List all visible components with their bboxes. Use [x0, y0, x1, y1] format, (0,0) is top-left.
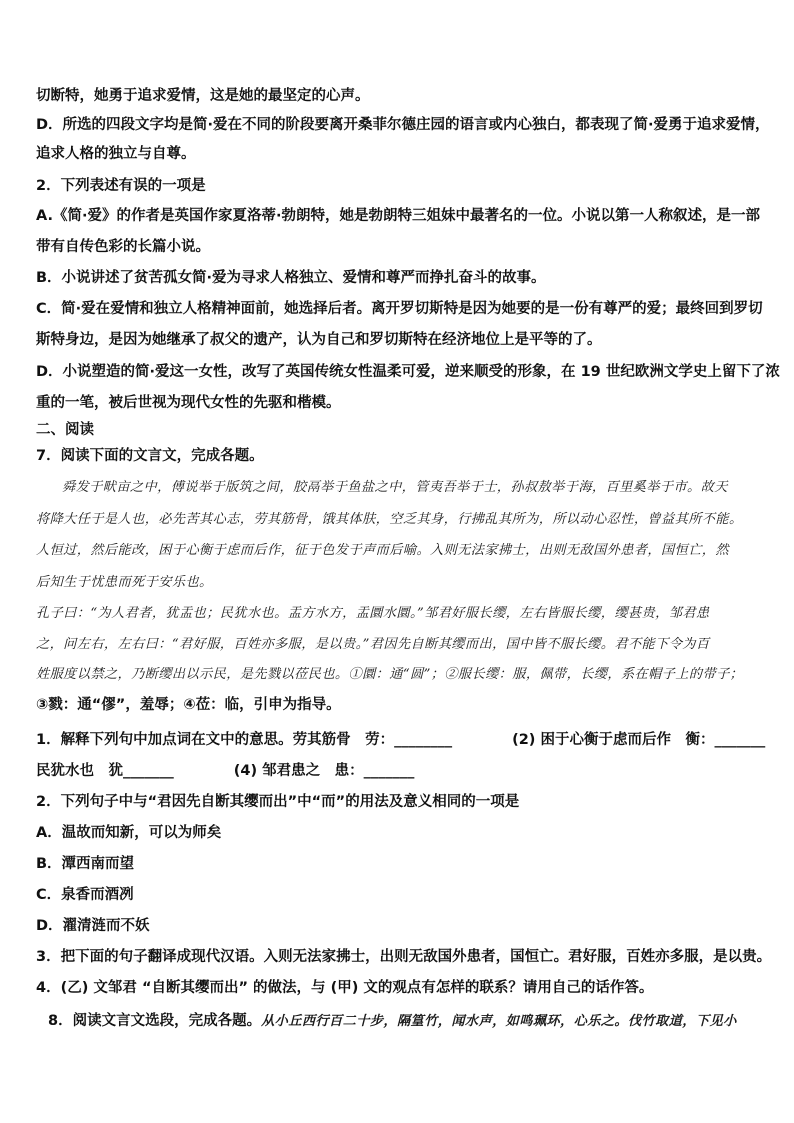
answer-blank[interactable]: ________: [394, 732, 453, 748]
question-4-line: 4．(乙) 文邹君 “自断其缨而出” 的做法，与 (甲) 文的观点有怎样的联系？请用自己的话作答。: [36, 980, 654, 996]
option-a: A．温故而知新，可以为师矣: [36, 825, 222, 841]
classical-text-line: 后知生于忧患而死于安乐也。: [36, 575, 213, 590]
classical-text: 从小丘西行百二十步，隔篁竹，闻水声，如鸣珮环，心乐之。伐竹取道，下见小: [261, 1014, 737, 1029]
question-1-item-4: (4) 邹君患之 患：: [233, 763, 364, 779]
classical-text-line: 之，问左右，左右曰：“君好服，百姓亦多服，是以贵。”君因先自断其缨而出，国中皆不服长缨。君不能下令为百: [36, 637, 710, 652]
option-b-line: B．小说讲述了贫苦孤女简·爱为寻求人格独立、爱情和尊严而挣扎奋斗的故事。: [36, 270, 546, 286]
option-c-line: C．简·爱在爱情和独立人格精神面前，她选择后者。离开罗切斯特是因为她要的是一份有尊严的爱；最终回到罗切: [36, 301, 763, 317]
classical-text-line: 姓服度以禁之，乃断缨出以示民，是先戮以莅民也。①圜：通“圆”；②服长缨：服，佩带，长缨，系在帽子上的带子；: [36, 667, 744, 682]
question-2-title: 2．下列表述有误的一项是: [36, 178, 206, 194]
question-1-label: 1．解释下列句中加点词在文中的意思。劳其筋骨 劳：: [36, 732, 395, 748]
question-8-label: 8．阅读文言文选段，完成各题。: [48, 1013, 262, 1029]
text-line: 斯特身边，是因为她继承了叔父的遗产，认为自己和罗切斯特在经济地位上是平等的了。: [36, 332, 602, 348]
option-d-line: D．所选的四段文字均是简·爱在不同的阶段要离开桑菲尔德庄园的语言或内心独白，都表现了简·爱勇于追求爱情，: [36, 117, 770, 133]
question-2-line: 2．下列句子中与“君因先自断其缨而出”中“而”的用法及意义相同的一项是: [36, 794, 520, 810]
question-8-line: [48, 1011, 758, 1032]
question-1-line: [36, 761, 758, 781]
classical-text-line: 舜发于畎亩之中，傅说举于版筑之间，胶鬲举于鱼盐之中，管夷吾举于士，孙叔敖举于海，百里奚举于市。故天: [62, 480, 728, 495]
answer-blank[interactable]: _______: [123, 763, 174, 779]
option-d-line: D．小说塑造的简·爱这一女性，改写了英国传统女性温柔可爱，逆来顺受的形象，在 19 世纪欧洲文学史上留下了浓: [36, 364, 780, 380]
option-a-line: A.《简·爱》的作者是英国作家夏洛蒂·勃朗特，她是勃朗特三姐妹中最著名的一位。小说以第一人称叙述，是一部: [36, 208, 761, 224]
question-7-title: 7．阅读下面的文言文，完成各题。: [36, 448, 264, 464]
section-heading: 二、阅读: [36, 422, 94, 438]
classical-text-line: 孔子曰：“为人君者，犹盂也；民犹水也。盂方水方，盂圜水圜。”邹君好服长缨，左右皆服长缨，缨甚贵，邹君患: [36, 606, 710, 621]
question-1-item-2: (2) 困于心衡于虑而后作 衡：: [512, 732, 715, 748]
option-b: B．潭西南而望: [36, 856, 135, 872]
text-line: 重的一笔，被后世视为现代女性的先驱和楷模。: [36, 395, 341, 411]
option-c: C．泉香而酒冽: [36, 887, 134, 903]
classical-text-line: 人恒过，然后能改，困于心衡于虑而后作，征于色发于声而后喻。入则无法家拂士，出则无敌国外患者，国恒亡，然: [36, 543, 729, 558]
text-line: 追求人格的独立与自尊。: [36, 146, 196, 162]
question-1-item-3: 民犹水也 犹: [36, 763, 123, 779]
text-line: 切断特，她勇于追求爱情，这是她的最坚定的心声。: [36, 88, 370, 104]
annotation-line: ③戮：通“僇”，羞辱；④莅：临，引申为指导。: [36, 697, 341, 713]
question-3-line: 3．把下面的句子翻译成现代汉语。入则无法家拂士，出则无敌国外患者，国恒亡。君好服，百姓亦多服，是以贵。: [36, 949, 772, 965]
option-d: D．濯清涟而不妖: [36, 918, 150, 934]
answer-blank[interactable]: _______: [714, 732, 766, 748]
answer-blank[interactable]: _______: [363, 763, 415, 779]
classical-text-line: 将降大任于是人也，必先苦其心志，劳其筋骨，饿其体肤，空乏其身，行拂乱其所为，所以动心忍性，曾益其所不能。: [36, 512, 743, 527]
question-1-line: [36, 730, 766, 750]
text-line: 带有自传色彩的长篇小说。: [36, 239, 210, 255]
